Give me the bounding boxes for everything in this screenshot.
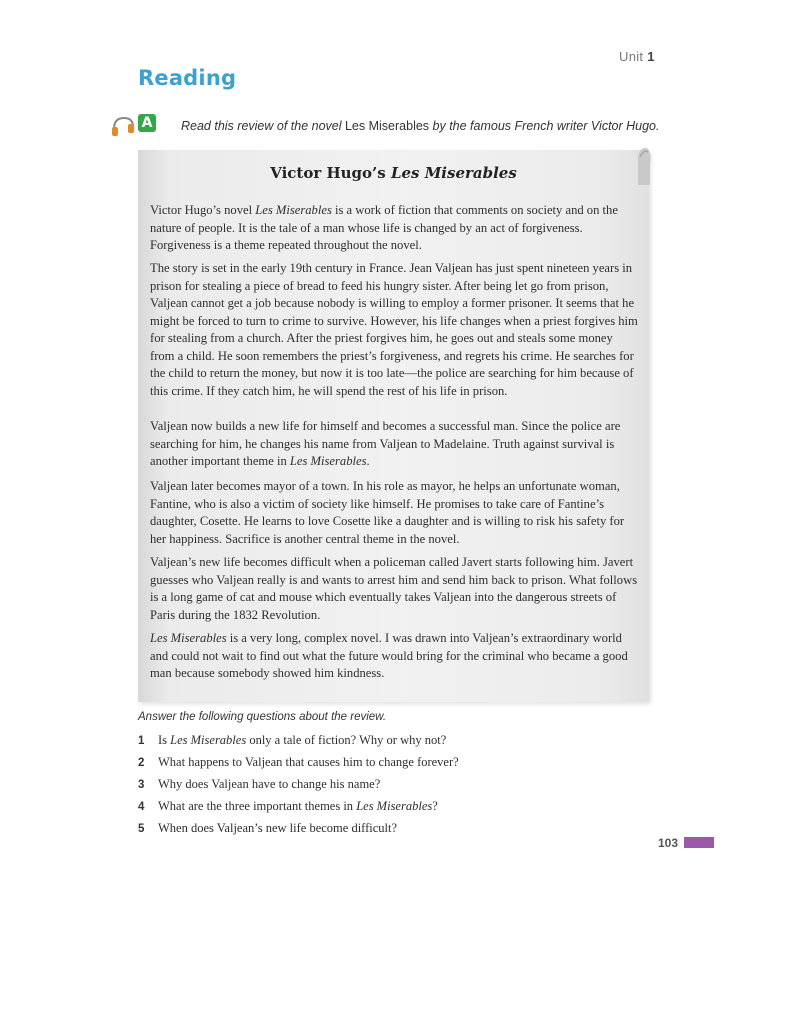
review-title: Victor Hugo’s Les Miserables bbox=[270, 164, 517, 182]
questions-intro: Answer the following questions about the review. bbox=[138, 711, 387, 723]
review-paragraph-4: Valjean later becomes mayor of a town. In his role as mayor, he helps an unfortunate woman, Fantine, who is also a victim of society like himself. He promises to take care of Fantine’s daughter, Cosette. He learns to love Cosette like a daughter and is willing to risk his safety for her happiness. Sacrifice is another central theme in the novel. bbox=[150, 479, 625, 546]
question-item: 2 What happens to Valjean that causes him to change forever? bbox=[138, 755, 459, 769]
question-item: 4 What are the three important themes in Les Miserables? bbox=[138, 799, 438, 813]
question-item: 1 Is Les Miserables only a tale of fiction? Why or why not? bbox=[138, 733, 447, 747]
question-item: 5 When does Valjean’s new life become difficult? bbox=[138, 821, 398, 835]
review-paragraph-6: Les Miserables is a very long, complex novel. I was drawn into Valjean’s extraordinary world and could not wait to find out what the future would bring for the criminal who became a good man because somebody showed him kindness. bbox=[150, 631, 628, 680]
review-card bbox=[138, 150, 649, 702]
question-item: 3 Why does Valjean have to change his name? bbox=[138, 777, 381, 791]
section-title: Reading bbox=[138, 66, 237, 90]
unit-label: Unit 1 bbox=[619, 49, 655, 64]
review-paragraph-5: Valjean’s new life becomes difficult when a policeman called Javert starts following him. Javert guesses who Valjean really is and wants to arrest him and send him back to prison. What follows is a long game of cat and mouse which eventually takes Valjean into the dangerous streets of Paris during the 1832 Revolution. bbox=[150, 555, 638, 622]
page-number: 103 bbox=[658, 836, 679, 850]
review-paragraph-2: The story is set in the early 19th century in France. Jean Valjean has just spent nineteen years in prison for stealing a piece of bread to feed his hungry sister. After being let go from prison, Valjean cannot get a job because nobody is willing to employ a former prisoner. It seems that he might be forced to turn to crime to survive. However, his life changes when a priest forgives him for stealing from a church. After the priest forgives him, he goes out and steals some money from a child. He soon remembers the priest’s forgiveness, and regrets his crime. He searches for the child to return the money, but now it is too late—the police are searching for him because of this crime. If they catch him, he will spend the rest of his life in prison. bbox=[150, 261, 638, 398]
page-curl-icon bbox=[636, 145, 658, 185]
page-accent-bar bbox=[684, 837, 714, 848]
exercise-instruction: Read this review of the novel Les Miserables by the famous French writer Victor Hugo. bbox=[181, 119, 660, 133]
review-paragraph-1: Victor Hugo’s novel Les Miserables is a work of fiction that comments on society and on the nature of people. It is the tale of a man whose life is changed by an act of forgiveness. Forgiveness is a theme repeated throughout the novel. bbox=[150, 203, 618, 252]
review-paragraph-3: Valjean now builds a new life for himself and becomes a successful man. Since the police are searching for him, he changes his name from Valjean to Madelaine. Truth against survival is another important theme in Les Miserables. bbox=[150, 419, 621, 468]
exercise-badge: A bbox=[138, 114, 156, 132]
audio-icon[interactable] bbox=[110, 113, 138, 139]
